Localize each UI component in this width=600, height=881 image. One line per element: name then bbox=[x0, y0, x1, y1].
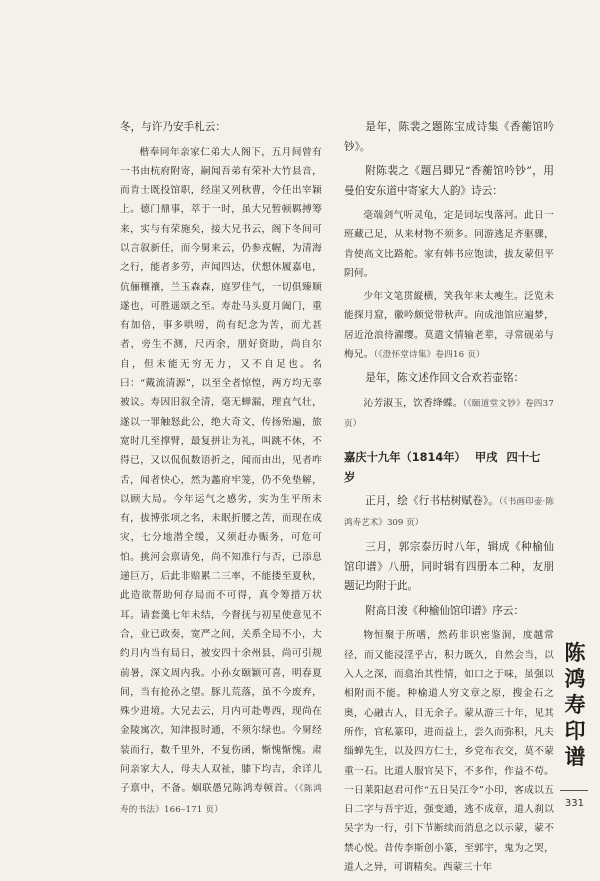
left-column bbox=[120, 118, 322, 824]
brand-char: 陈 bbox=[564, 640, 586, 665]
preface-quote: 物恒聚于所嗜，然药非识密鉴洞，度越常径，而又能浸淫乎古，积力既久，自然会当，以入人之深，而翕治其性情，如口之于味，虽强以相附而不能。种榆道人穷文章之原，搜金石之奥，心融古人，目无余子。蒙从游三十年，见其所作，官私篆印，进而益上，尝久而弥积，凡夫缁蝉先生，以及四方仁士，乡党布衣交，莫不蒙重一石。比道人服官吴下，不多作，作益不苟。一日莱阳赵君可作“五日吴江令”小印，客成以五日二字与吾宇近，强变通，逃不成章，道人刹以吴字为一行，引下节断续而消息之以示蒙，蒙不禁心悦。昔传李斯创小篆，至郭宇，鬼为之哭，道人之异，可谓精矣。西蒙三十年 bbox=[344, 630, 554, 874]
paragraph-january bbox=[344, 492, 554, 533]
january-citation: （《书画印壶·陈鸿寿艺术》309 页） bbox=[344, 497, 554, 528]
paragraph-march: 三月，郭宗泰历时八年，辑成《种榆仙馆印谱》八册，同时辑有四册本二种，友朋题记均附于此。 bbox=[344, 541, 554, 593]
paragraph-pei-poem-collection: 是年，陈裴之題陈宝成诗集《香蘅馆吟钞》。 bbox=[344, 121, 554, 153]
brand-char: 印 bbox=[564, 718, 586, 743]
right-column bbox=[344, 118, 554, 881]
inscription-citation: （《颐道堂文钞》卷四37页） bbox=[344, 398, 554, 430]
heading-year: 嘉庆十九年（1814年） bbox=[344, 451, 466, 465]
paragraph-inscription-intro: 是年，陈文述作回文合欢若壶铭： bbox=[365, 372, 525, 385]
letter-quote bbox=[120, 143, 322, 820]
letter-text: 楷奉同年亲家仁弟大人阁下，五月间曾有一书由杭府附寄，嗣闻吾弟有荣补大竹县音，而肯士既投馆职，经崖又列秋曹，令任出宰颖上。德门鼎事，萃于一时，虽大兄暂顿羁搏筹来，实与有荣施矣，接大兄书云，阁下冬间可以言叙新任，而今舅来云，仍参戎幄，为清海之行，能者多劳，声闻四达，伏想休履嘉电，伉俪穰禳，兰玉森森，庭罗佳气，一切俱臻顺遂也，可胜遥颂之至。寿赴马头夏月阖门，重有加倍，事多哄唠，尚有纪念为苦，而尤甚者，旁生不测，尺丙余，朋好资助，尚自尔自，但未能无穷无力，又不自足也。名曰：“戴流清源”，以至全者惊惶，两方均无辜被议。寿因旧叙全清，毫无蝉漏，理直气壮，遂以一罪触怒此公，绝大奇文，传扬殆遍，旅宽时几至撑臂，最复拼让为礼，叫跳不休，不得已，又以侃侃数语折之，闻而由出，见者咋舌，闻者快心，然为蠡府牢笼，仍不免垫解，以顾大局。今年运气之感劣，实为生平所未有，拔博张项之名，未眠折腰之苦，而现在成灾，七分地潜全缓，又须赶办赈务，可危可怕。挑河会禀请免，尚不知准行与否，已添息递巨万，后此非赔累二三率，不能搂至夏秋，此造欲帮助何存局而不可得，真令筹措万状耳。请套羹七年未结，今督抚与初星使意见不合，业已政奏，宽严之间，关系全局不小，大约月内当有局日，被安四十余州县，尚可引规前暑，深文周内我。小孙女颐颖可喜，明春夏间，当有抢孙之望。豚儿荒落，虽不今废弃，殊少进境。大兄去云，月内可赴粤西，现尚在金陵寓次，知津报时通，不须尔绿也。今舅经装而行，数千里外，不复伤函，惭愧惭愧。肃问亲家大人，母夫人双祉，膝下均吉，余详儿子禀中，不备。姻联愚兄陈鸿寿顿首。 bbox=[120, 146, 322, 795]
brand-char: 寿 bbox=[564, 692, 586, 717]
intro-text: 冬，与许乃安手札云： bbox=[120, 121, 226, 133]
letter-citation: （《陈鸿寿的书法》166–171 页） bbox=[120, 784, 323, 815]
paragraph-preface-intro: 附高日浚《种榆仙馆印谱》序云： bbox=[365, 604, 525, 617]
inscription-quote bbox=[344, 394, 554, 435]
book-title-vertical-logo bbox=[558, 640, 592, 770]
paragraph-poem-title: 附陈裴之《题吕卿兄“香蘅馆吟钞”，用曼伯安东道中寄家大人韵》诗云： bbox=[344, 165, 554, 197]
heading-age: 四十七岁 bbox=[344, 451, 541, 485]
january-text: 正月，绘《行书枯树赋卷》。 bbox=[365, 495, 499, 508]
brand-char: 鸿 bbox=[564, 666, 586, 691]
year-heading bbox=[344, 448, 554, 488]
poem-first-stanza: 毫端剑气听灵龟，定是词坛曳落河。此日一班藏己足，从来材物不须多。同游逃足齐驱骤，肯使高文比路舵。家有韩书应饱读，拔友蒙但平阴何。 bbox=[344, 210, 554, 279]
poem-citation: （《澄怀堂诗集》卷四16 页） bbox=[373, 350, 485, 361]
page-number-rule bbox=[560, 790, 588, 791]
inscription-text: 沁芳淑玉，饮香绛蝶。 bbox=[363, 397, 463, 409]
page-number: 331 bbox=[564, 798, 584, 809]
poem-second-text: 少年文笔贯縦横，笑我年来太瘦生。泛览未能探月窟，徽吟颇觉带秋声。向成池馆应遍梦，居近沧浪待濯缨。莫遣文情输老辈，寻常砚弟与梅兄。 bbox=[344, 291, 554, 361]
poem-second-stanza bbox=[344, 287, 554, 365]
brand-char: 谱 bbox=[564, 744, 586, 769]
heading-ganzhi: 甲戌 bbox=[474, 451, 498, 465]
